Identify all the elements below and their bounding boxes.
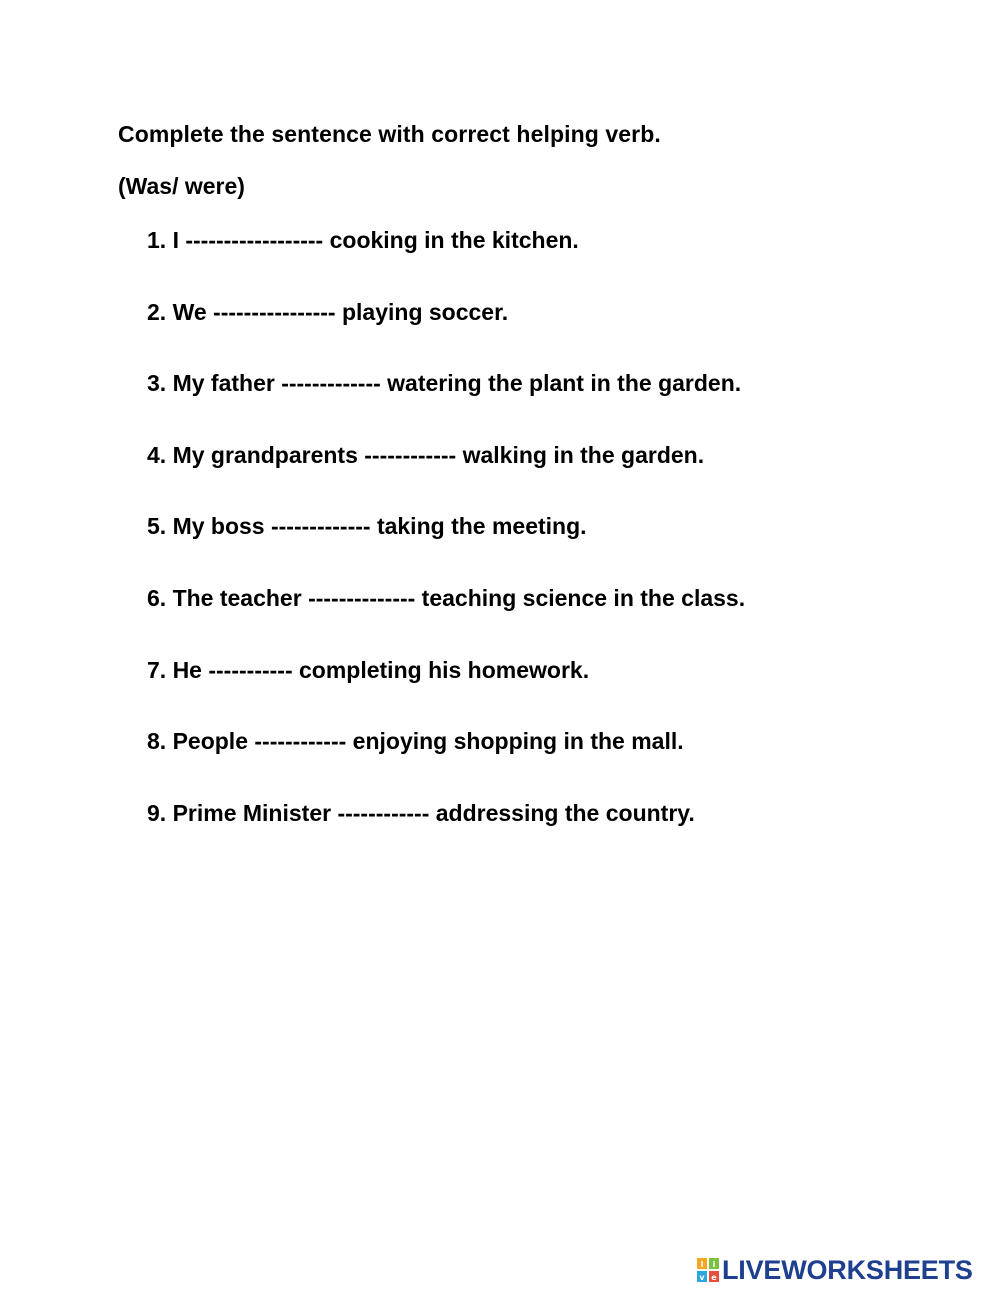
svg-text:v: v xyxy=(699,1273,705,1282)
question-item: 8. People ------------ enjoying shopping in the mall. xyxy=(147,728,684,755)
question-item: 4. My grandparents ------------ walking in the garden. xyxy=(147,441,705,468)
verb-options: (Was/ were) xyxy=(118,173,245,199)
svg-text:l: l xyxy=(700,1260,704,1269)
question-item: 5. My boss ------------- taking the meeting. xyxy=(147,513,587,540)
question-item: 1. I ------------------ cooking in the kitchen. xyxy=(147,227,579,253)
question-item: 3. My father ------------- watering the plant in the garden. xyxy=(147,370,742,397)
question-item: 2. We ---------------- playing soccer. xyxy=(147,298,509,325)
liveworksheets-logo-icon xyxy=(697,1258,719,1282)
question-list xyxy=(147,225,745,869)
question-item: 9. Prime Minister ------------ addressing the country. xyxy=(147,799,695,826)
instruction-text: Complete the sentence with correct helping verb. xyxy=(118,121,661,147)
question-item: 7. He ----------- completing his homework. xyxy=(147,656,590,683)
svg-text:e: e xyxy=(711,1273,717,1282)
liveworksheets-logo xyxy=(697,1255,973,1285)
question-item: 6. The teacher -------------- teaching science in the class. xyxy=(147,584,746,611)
svg-text:i: i xyxy=(712,1260,716,1269)
logo-text: LIVEWORKSHEETS xyxy=(722,1255,973,1285)
